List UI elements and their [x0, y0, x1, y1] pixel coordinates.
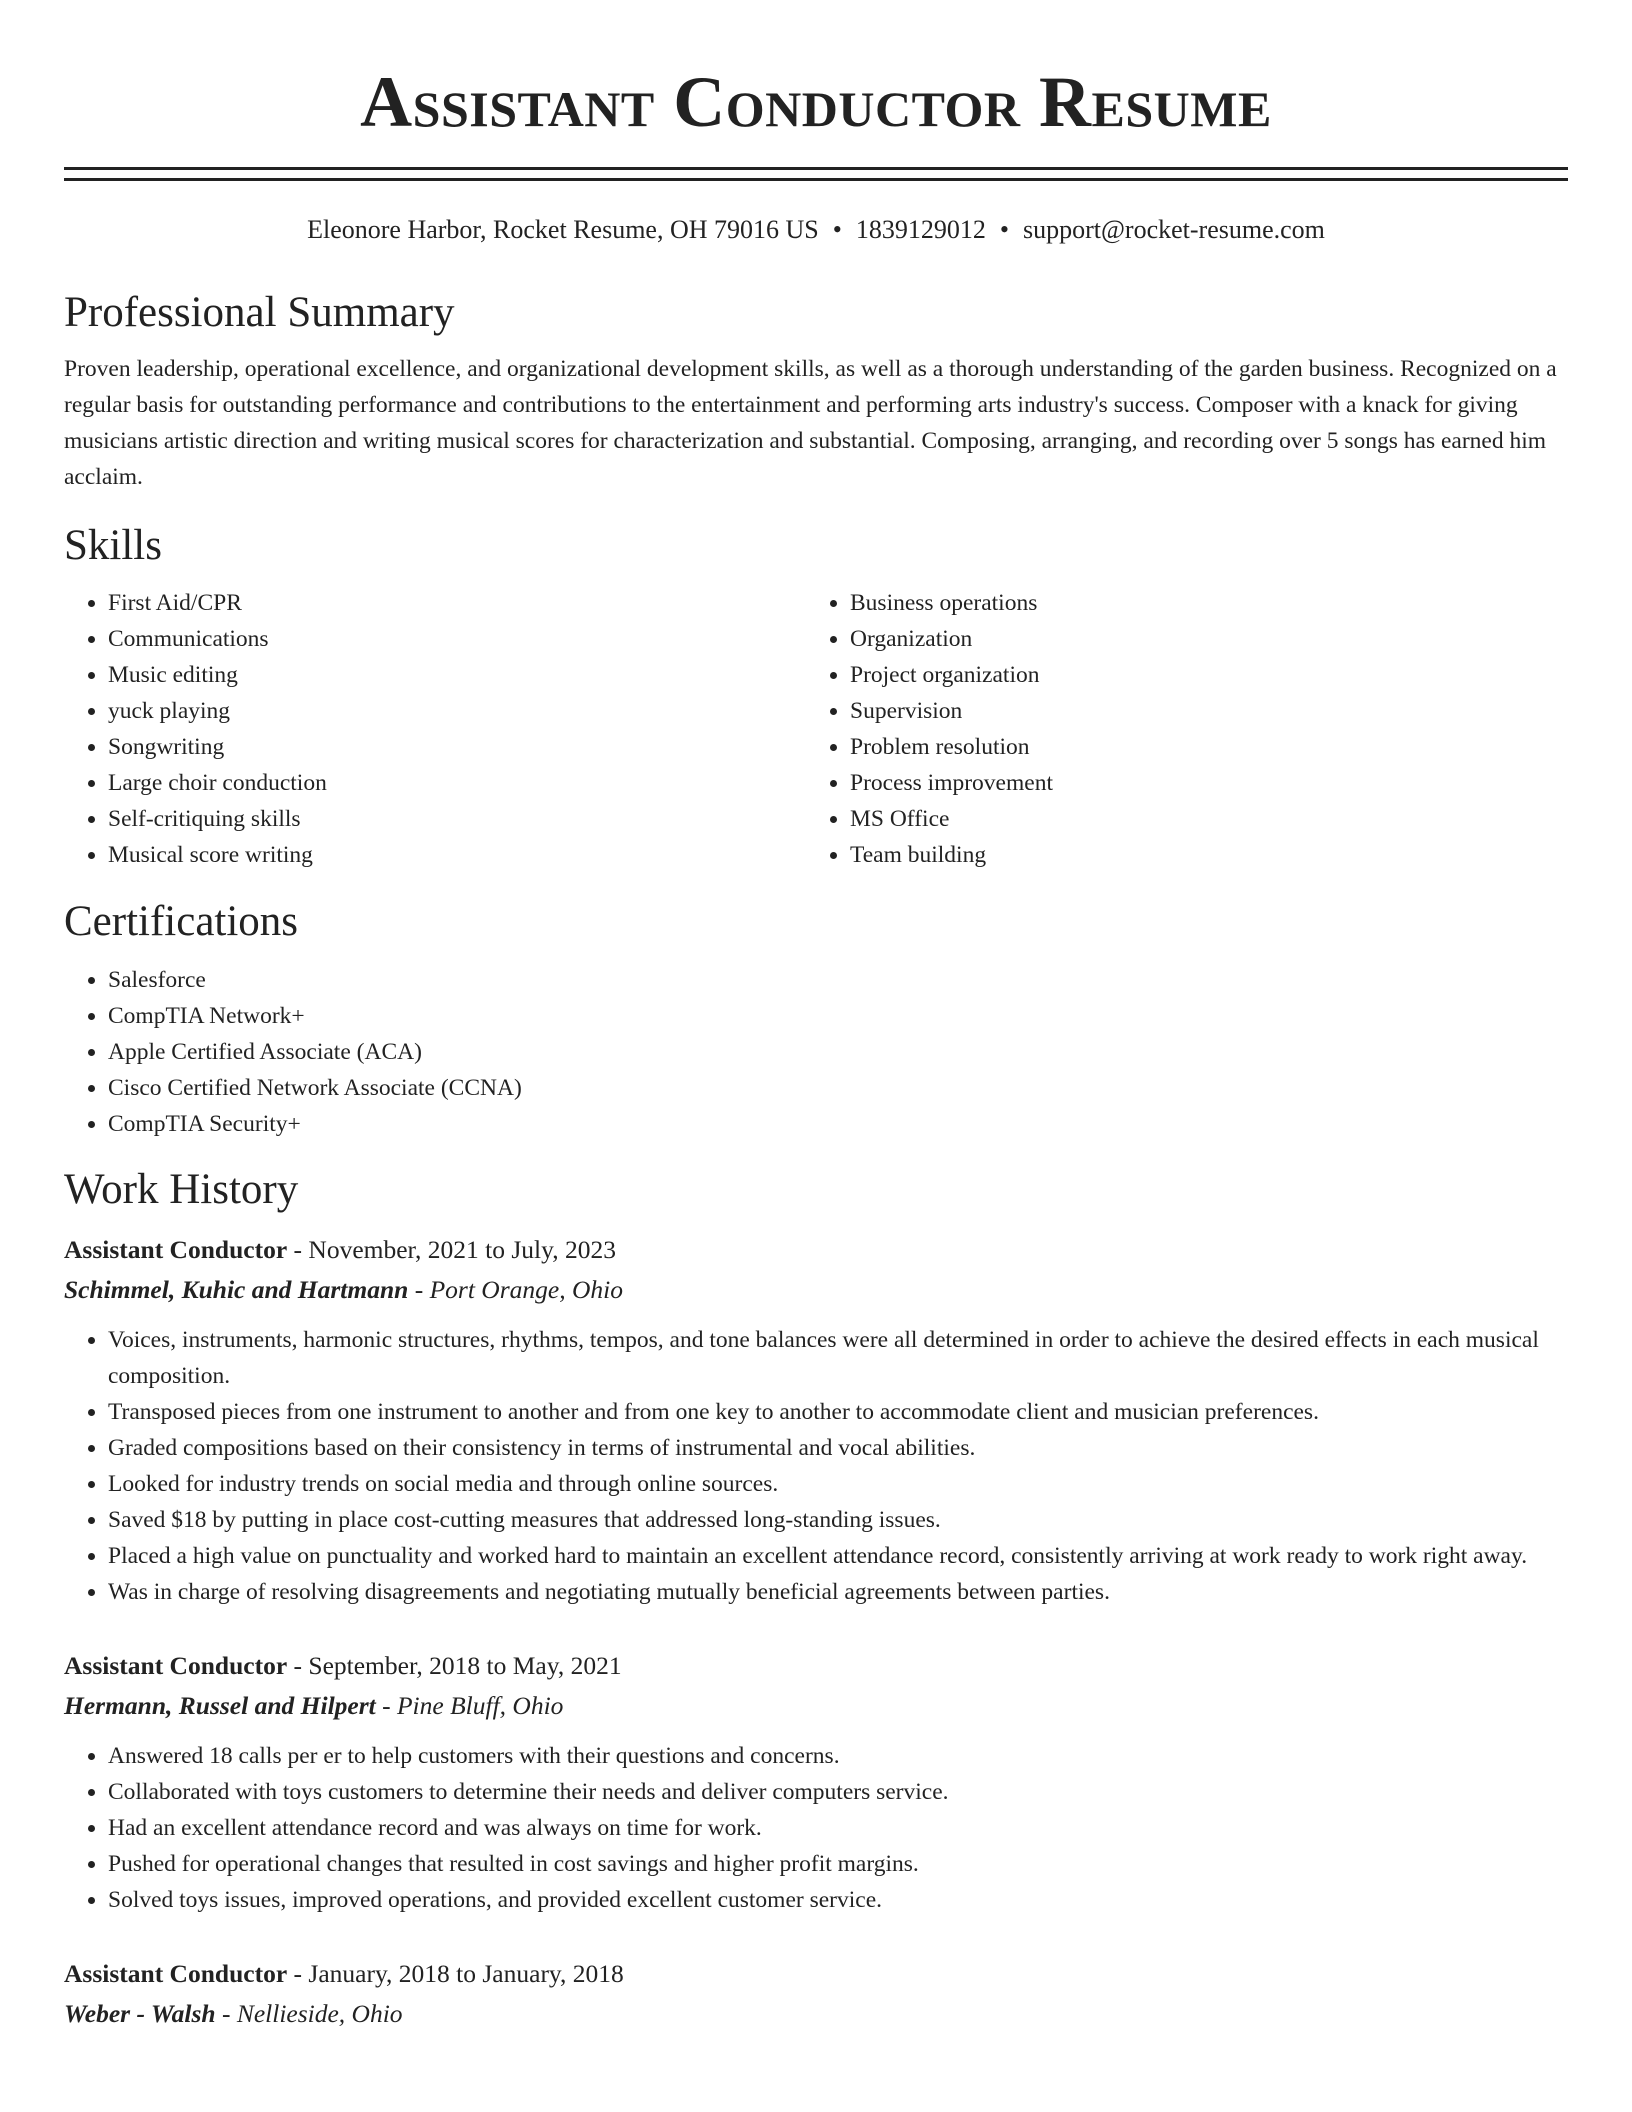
job-company-line — [64, 1686, 1568, 1726]
duty-item: • Looked for industry trends on social media and through online sources. — [108, 1466, 1568, 1502]
duty-item: • Voices, instruments, harmonic structures, rhythms, tempos, and tone balances were all determined in order to achieve the desired effects in each musical composition. — [108, 1322, 1568, 1394]
job-company: Weber - Walsh — [64, 1999, 216, 2028]
skill-item: • First Aid/CPR — [108, 585, 806, 621]
job-company-line — [64, 1270, 1568, 1310]
summary-heading: Professional Summary — [64, 289, 455, 336]
job-title-line — [64, 1646, 1568, 1686]
skills-heading: Skills — [64, 522, 162, 569]
skill-item: • Songwriting — [108, 729, 806, 765]
skill-item: • Music editing — [108, 657, 806, 693]
job-entry — [64, 1954, 1568, 2034]
job-entry — [64, 1230, 1568, 1610]
certification-item: • Cisco Certified Network Associate (CCNA) — [108, 1070, 1568, 1106]
summary-text: Proven leadership, operational excellence, and organizational development skills, as well as a thorough understanding of the garden business. Recognized on a regular basis for outstanding performance and contributions to the entertainment and performing arts industry's success. Composer with a knack for giving musicians artistic direction and writing musical scores for characterization and substantial. Composing, arranging, and recording over 5 songs has earned him acclaim. — [64, 356, 1557, 490]
summary-section — [64, 287, 1568, 495]
job-location: - Port Orange, Ohio — [408, 1275, 623, 1304]
title-double-rule — [64, 167, 1568, 181]
skill-item: • Communications — [108, 621, 806, 657]
contact-address: Eleonore Harbor, Rocket Resume, OH 79016 US — [307, 215, 819, 244]
job-title-line — [64, 1230, 1568, 1270]
job-location: - Nellieside, Ohio — [215, 1999, 403, 2028]
duty-item: • Collaborated with toys customers to determine their needs and deliver computers service. — [108, 1774, 1568, 1810]
duty-item: • Transposed pieces from one instrument to another and from one key to another to accommodate client and musician preferences. — [108, 1394, 1568, 1430]
job-title: Assistant Conductor — [64, 1959, 288, 1988]
skills-list-left — [64, 585, 806, 873]
skills-list-right — [806, 585, 1053, 873]
skill-item: • Problem resolution — [850, 729, 1053, 765]
skills-columns — [64, 585, 1568, 873]
skill-item: • Self-critiquing skills — [108, 801, 806, 837]
certifications-section — [64, 896, 1568, 1142]
skill-item: • Team building — [850, 837, 1053, 873]
job-duties-list — [64, 1322, 1568, 1610]
skill-item: • Supervision — [850, 693, 1053, 729]
duty-item: • Saved $18 by putting in place cost-cutting measures that addressed long-standing issues. — [108, 1502, 1568, 1538]
duty-item: • Solved toys issues, improved operations, and provided excellent customer service. — [108, 1882, 1568, 1918]
skill-item: • Project organization — [850, 657, 1053, 693]
skill-item: • Business operations — [850, 585, 1053, 621]
job-dates: - January, 2018 to January, 2018 — [287, 1959, 624, 1988]
certification-item: • Salesforce — [108, 962, 1568, 998]
job-company-line — [64, 1994, 1568, 2034]
contact-phone: 1839129012 — [855, 215, 986, 244]
contact-separator: • — [999, 215, 1009, 244]
skill-item: • Large choir conduction — [108, 765, 806, 801]
contact-separator: • — [832, 215, 842, 244]
duty-item: • Was in charge of resolving disagreements and negotiating mutually beneficial agreements between parties. — [108, 1574, 1568, 1610]
skill-item: • Musical score writing — [108, 837, 806, 873]
job-title: Assistant Conductor — [64, 1235, 288, 1264]
certifications-list — [64, 962, 1568, 1142]
job-company: Schimmel, Kuhic and Hartmann — [64, 1275, 409, 1304]
job-company: Hermann, Russel and Hilpert — [64, 1691, 376, 1720]
contact-line — [64, 214, 1568, 246]
certifications-heading: Certifications — [64, 898, 299, 945]
resume-title: Assistant Conductor Resume — [360, 62, 1272, 142]
job-entry — [64, 1646, 1568, 1918]
job-dates: - November, 2021 to July, 2023 — [287, 1235, 616, 1264]
skill-item: • yuck playing — [108, 693, 806, 729]
certification-item: • CompTIA Security+ — [108, 1106, 1568, 1142]
certification-item: • CompTIA Network+ — [108, 998, 1568, 1034]
duty-item: • Pushed for operational changes that resulted in cost savings and higher profit margins. — [108, 1846, 1568, 1882]
job-title: Assistant Conductor — [64, 1651, 288, 1680]
duty-item: • Placed a high value on punctuality and worked hard to maintain an excellent attendance record, consistently arriving at work ready to work right away. — [108, 1538, 1568, 1574]
certification-item: • Apple Certified Associate (ACA) — [108, 1034, 1568, 1070]
job-duties-list — [64, 1738, 1568, 1918]
work-history-heading: Work History — [64, 1166, 299, 1213]
duty-item: • Graded compositions based on their consistency in terms of instrumental and vocal abilities. — [108, 1430, 1568, 1466]
skill-item: • MS Office — [850, 801, 1053, 837]
skill-item: • Process improvement — [850, 765, 1053, 801]
job-title-line — [64, 1954, 1568, 1994]
duty-item: • Answered 18 calls per er to help customers with their questions and concerns. — [108, 1738, 1568, 1774]
skill-item: • Organization — [850, 621, 1053, 657]
contact-email: support@rocket-resume.com — [1022, 215, 1325, 244]
job-location: - Pine Bluff, Ohio — [375, 1691, 564, 1720]
duty-item: • Had an excellent attendance record and was always on time for work. — [108, 1810, 1568, 1846]
job-dates: - September, 2018 to May, 2021 — [287, 1651, 622, 1680]
skills-section — [64, 520, 1568, 873]
work-history-section — [64, 1164, 1568, 2034]
